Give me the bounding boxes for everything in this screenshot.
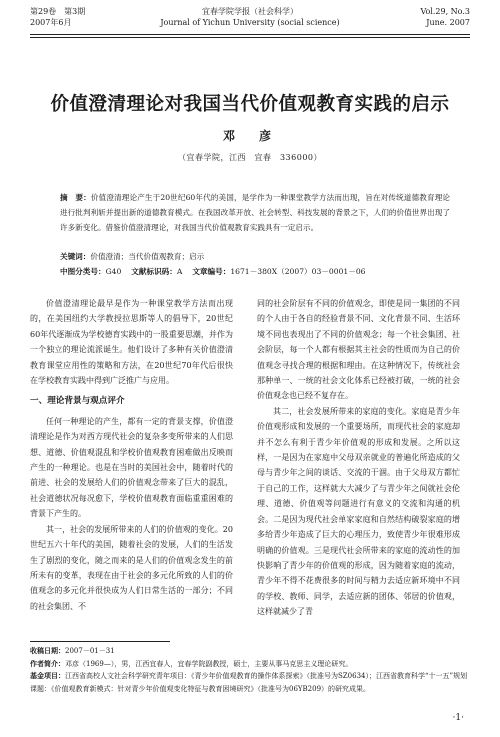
clc-value: G40 [105, 267, 122, 276]
header-date-cn: 2007年6月 [30, 18, 72, 27]
doc-code-label: 文献标识码： [131, 267, 177, 276]
header-journal-cn: 宜春学院学报（社会科学） [202, 7, 298, 16]
body-column-right [257, 296, 460, 620]
header-rule-thin [30, 37, 470, 38]
header-left [30, 6, 150, 28]
article-author: 邓 彦 [222, 129, 277, 143]
footnote-rule [30, 641, 170, 642]
article-title: 价值澄清理论对我国当代价值观教育实践的启示 [50, 94, 450, 115]
abstract [60, 190, 450, 236]
footnote [30, 645, 470, 695]
header-volume-en: Vol.29, No.3 [420, 7, 470, 16]
header-right [350, 6, 470, 28]
section-heading: 一、理论背景与观点评介 [30, 396, 125, 407]
header-date-en: June. 2007 [426, 18, 470, 27]
body-column-left [30, 296, 233, 614]
footnote-received: 收稿日期：2007－01－31 [30, 647, 115, 655]
clc-label: 中图分类号： [60, 267, 106, 276]
classification-line [60, 265, 460, 279]
keywords [60, 250, 450, 264]
abstract-label: 摘 要： [60, 193, 91, 202]
keywords-text: 价值澄清；当代价值观教育；启示 [90, 252, 205, 261]
header-center [160, 6, 340, 28]
footnote-author: 作者简介：邓彦（1969—），男，江西宜春人，宜春学院副教授，硕士，主要从事马克思主义理论研究。 [30, 659, 353, 668]
footnote-fund: 基金项目：江西省高校人文社会科学研究青年项目：《青少年价值观教育的操作体系探索》（批准号为SZ0634）；江西省教育科学“十一五”规划课题：《价值观教育新模式：针对青少年价值观变化特征与教育困境研究》（批准号为06YB209）的研究成果。 [30, 672, 468, 693]
body-paragraph: 价值澄清理论最早是作为一种课堂教学方法而出现的，在美国纽约大学教授拉思斯等人的倡导下，20世纪60年代逐渐成为学校德育实践中的一股重要思潮，并作为一个独立的理论流派诞生。他们设计了多种有关价值澄清教育课堂应用性的策略和方法，在20世纪70年代后很快在学校教育实践中得到广泛推广与应用。 [30, 299, 233, 386]
abstract-text: 价值澄清理论产生于20世纪60年代的美国，是学作为一种课堂教学方法而出现，旨在对传统道德教育理论进行批判利斩并提出新的道德教育模式。在我国改革开放、社会转型、科技发展的背景之下，人们的价值世界出现了许多新变化。借鉴价值澄清理论，对我国当代价值观教育实践具有一定启示。 [60, 193, 451, 233]
author-affiliation: （宜春学院，江西 宜春 336000） [177, 153, 323, 162]
doc-code-value: A [176, 267, 183, 276]
keywords-label: 关键词： [60, 252, 91, 261]
body-paragraph: 同的社会阶层有不同的价值观念，即使是同一集团的不同的个人由于各自的经验背景不同、文化背景不同、生活环境不同也表现出了不同的价值观念；每一个社会集团、社会阶层，每一个人都有根据其主社会的性质而为自己的价值观念寻找合理的根据和理由。在这种情况下，传统社会那种单一、一统的社会文化体系已经被打破，一统的社会价值观念也已经不复存在。 [257, 299, 460, 401]
body-paragraph: 任何一种理论的产生，都有一定的背景支撑，价值澄清理论是作为对西方现代社会的复杂多变所带来的人们思想、道德、价值观混乱和学校价值观教育困难做出反映而产生的一种理论。也是在当时的美国社会中，随着时代的前进、社会的发展给人们的价值观念带来了巨大的混乱，社会道德状况每况愈下，学校价值观教育面临重重困难的背景下产生的。 [30, 416, 233, 519]
header-journal-en: Journal of Yichun University (social science) [160, 18, 340, 27]
body-paragraph: 其二，社会发展所带来的家庭的变化。家庭是青少年价值观形成和发展的一个重要场所，而现代社会的家庭却并不怎么有利于青少年价值观的形成和发展。之所以这样，一是因为在家庭中父母双亲就业的普遍化所造成的父母与青少年之间的谈话、交流的干涸。由于父母双方都忙于自己的工作，这样就大大减少了与青少年之间就社会伦理、道德、价值观等问题进行有意义的交流和沟通的机会。二是因为现代社会单家家庭和自然结构破裂家庭的增多给青少年造成了巨大的心理压力，致使青少年很难形成明确的价值观。三是现代社会所带来的家庭的流动性的加快影响了青少年的价值观的形成，因为随着家庭的流动，青少年不得不花费很多的时间与精力去适应新环境中不同的学校、教师、同学，去适应新的团体、邻居的价值观，这样就减少了青 [257, 406, 460, 617]
page-number: ·1· [452, 713, 464, 723]
article-number-label: 文章编号： [192, 267, 231, 276]
article-number-value: 1671－380X（2007）03－0001－06 [230, 267, 366, 276]
header-volume-cn: 第29卷 第3期 [30, 7, 86, 16]
body-paragraph: 其一，社会的发展所带来的人们的价值观的变化。20世纪五六十年代的美国，随着社会的发展，人们的生活发生了剧烈的变化，随之而来的是人们的价值观念发生的前所未有的变革，表现在由于社会的多元化所致的人们的价值观念的多元化并很快成为人们日常生活的一部分；不同的社会集团、不 [30, 524, 233, 611]
header-rule [30, 34, 470, 35]
